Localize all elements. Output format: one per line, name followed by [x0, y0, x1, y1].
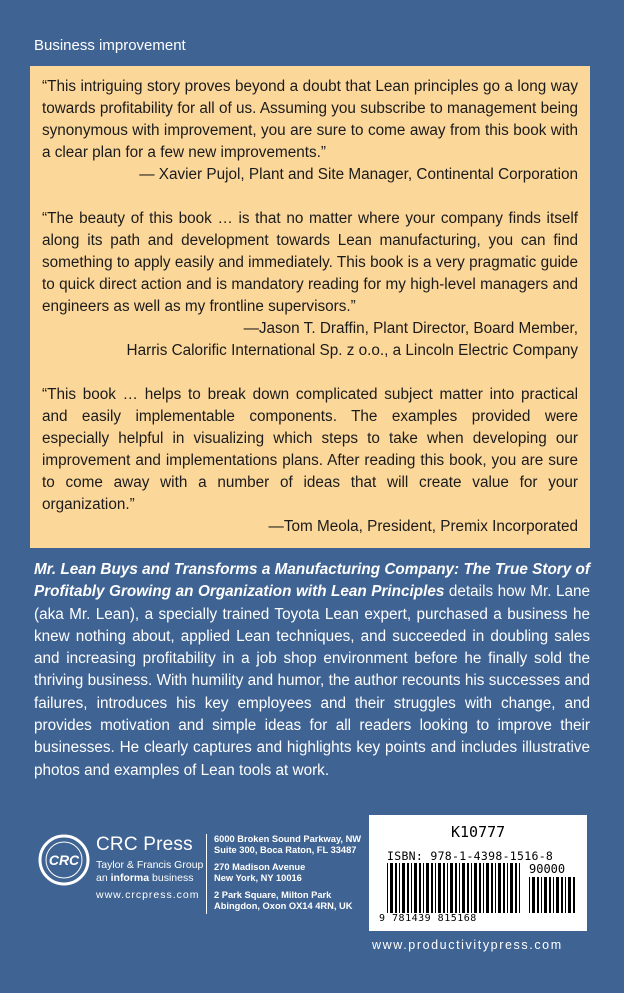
barcode-digits: 9 781439 815168	[379, 913, 477, 924]
barcode-bar	[431, 863, 433, 913]
barcode-bar	[467, 863, 469, 913]
barcode-bar	[498, 863, 501, 913]
barcode-bar	[426, 863, 429, 913]
publisher-business: an informa business	[96, 872, 194, 884]
barcode-bar	[419, 863, 421, 913]
barcode-bar	[462, 863, 465, 913]
barcode-bar	[387, 863, 388, 913]
barcode-bar	[537, 877, 539, 913]
category-label: Business improvement	[34, 37, 186, 54]
barcode-bar	[553, 877, 554, 913]
price-code: 90000	[529, 862, 566, 876]
barcode-bar	[455, 863, 457, 913]
barcode-box	[369, 815, 587, 931]
crc-logo-text: CRC	[48, 852, 80, 868]
barcode-bar	[479, 863, 481, 913]
ean-barcode	[387, 863, 521, 913]
publisher-name: CRC Press	[96, 834, 193, 855]
barcode-bar	[565, 877, 566, 913]
address-line: Suite 300, Boca Raton, FL 33487	[214, 845, 357, 855]
barcode-bar	[483, 863, 484, 913]
barcode-bar	[411, 863, 412, 913]
barcode-bar	[529, 877, 530, 913]
footer-divider	[206, 834, 207, 914]
barcode-bar	[414, 863, 417, 913]
endorsement-quote: “The beauty of this book … is that no matter where your company finds itself along its path and development towards Lean manufacturing, you can find something to apply easily and immediately. This book is a very pragmatic guide to quick direct action and is mandatory reading for my high-level managers and engineers as well as my frontline supervisors.”	[42, 210, 578, 315]
endorsements-box	[30, 66, 590, 548]
address-line: 6000 Broken Sound Parkway, NW	[214, 834, 362, 844]
endorsement-attribution: Harris Calorific International Sp. z o.o., a Lincoln Electric Company	[126, 342, 578, 359]
endorsement-attribution: — Xavier Pujol, Plant and Site Manager, Continental Corporation	[139, 166, 578, 183]
barcode-bar	[503, 863, 505, 913]
publisher-group	[96, 859, 203, 885]
barcode-bar	[459, 863, 460, 913]
barcode-bar	[568, 877, 571, 913]
barcode-bar	[573, 877, 575, 913]
barcode-bar	[532, 877, 535, 913]
barcode-bar	[390, 863, 393, 913]
barcode-bar	[443, 863, 445, 913]
barcode-bar	[438, 863, 441, 913]
barcode-bar	[541, 877, 542, 913]
barcode-bar	[507, 863, 508, 913]
crc-logo-icon	[38, 834, 90, 886]
barcode-bar	[495, 863, 496, 913]
barcode-bar	[561, 877, 563, 913]
endorsement-attribution: —Tom Meola, President, Premix Incorporated	[268, 518, 578, 535]
barcode-bar	[486, 863, 489, 913]
barcode-bar	[510, 863, 513, 913]
barcode-bar	[447, 863, 448, 913]
description-body: details how Mr. Lane (aka Mr. Lean), a specially trained Toyota Lean expert, purchased a business he knew nothing about, applied Lean techniques, and succeeded in doubling sales and increasing profitability in a job shop environment before he finally sold the thriving business. With humility and humor, the author recounts his successes and failures, introduces his key employees and their struggles with change, and provides motivation and simple ideas for all readers looking to improve their businesses. He clearly captures and highlights key points and includes illustrative photos and examples of Lean tools at work.	[34, 583, 590, 779]
isbn-label: ISBN: 978-1-4398-1516-8	[387, 849, 554, 863]
publisher-addresses	[214, 834, 361, 912]
barcode-bar	[402, 863, 405, 913]
address-line: 2 Park Square, Milton Park	[214, 890, 332, 900]
book-title: Mr. Lean Buys and Transforms a Manufacturing Company: The True Story of Profitably Growing an Organization with Lean Principles	[34, 561, 590, 601]
barcode-bar	[549, 877, 551, 913]
endorsement-quote: “This book … helps to break down complicated subject matter into practical and easily implementable components. The examples provided were especially helpful in visualizing which steps to take when developing our improvement and implementations plans. After reading this book, you are sure to come away with a number of ideas that will create value for your organization.”	[42, 386, 578, 513]
barcode-bar	[544, 877, 547, 913]
address-line: 270 Madison Avenue	[214, 862, 306, 872]
address-line: Abingdon, Oxon OX14 4RN, UK	[214, 901, 353, 911]
barcode-bar	[519, 863, 520, 913]
site-url[interactable]: www.productivitypress.com	[372, 938, 563, 952]
barcode-bar	[395, 863, 397, 913]
barcode-bar	[471, 863, 472, 913]
barcode-bar	[435, 863, 436, 913]
product-code: K10777	[451, 823, 506, 841]
barcode-bar	[450, 863, 453, 913]
barcode-bar	[474, 863, 477, 913]
barcode-bar	[556, 877, 559, 913]
barcode-bar	[423, 863, 424, 913]
endorsement-attribution: —Jason T. Draffin, Plant Director, Board Member,	[243, 320, 578, 337]
barcode-bar	[407, 863, 409, 913]
publisher-url[interactable]: www.crcpress.com	[96, 889, 200, 901]
addon-barcode	[529, 877, 577, 913]
publisher-group-name: Taylor & Francis Group	[96, 859, 204, 871]
address-line: New York, NY 10016	[214, 873, 302, 883]
book-description	[34, 559, 590, 782]
endorsement-quote: “This intriguing story proves beyond a doubt that Lean principles go a long way towards profitability for all of us. Assuming you subscribe to management being synonymous with improvement, you are sure to come away from this book with a clear plan for a few new improvements.”	[42, 78, 578, 161]
barcode-bar	[491, 863, 493, 913]
barcode-bar	[399, 863, 400, 913]
barcode-bar	[515, 863, 517, 913]
